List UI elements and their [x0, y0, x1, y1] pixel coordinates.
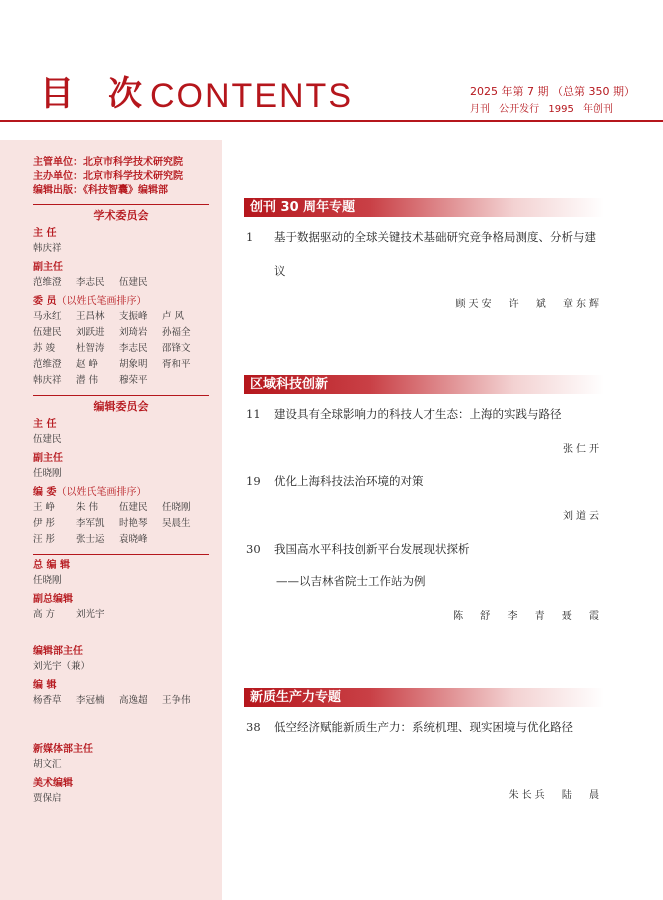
editorial-members-row	[33, 500, 209, 516]
editorial-committee-title: 编辑委员会	[33, 395, 209, 414]
academic-committee-title: 学术委员会	[33, 204, 209, 223]
members-label-text: 委 员	[33, 296, 57, 307]
page-title-english: CONTENTS	[150, 77, 353, 115]
person-name: 伍建民	[119, 502, 148, 513]
person-name: 王 峥	[33, 502, 56, 513]
publication-info: 月刊 公开发行 1995 年创刊	[470, 104, 613, 115]
masthead-sidebar	[0, 140, 222, 900]
page-number: 1	[246, 230, 254, 244]
editors-label: 编 辑	[33, 680, 57, 691]
article-authors: 朱长兵 陆 晨	[508, 790, 602, 801]
publisher-unit: 编辑出版：《科技智囊》编辑部	[33, 185, 168, 196]
person-name: 孙福全	[162, 327, 191, 338]
academic-members-label	[33, 295, 209, 309]
person-name: 刘琦岩	[119, 327, 148, 338]
section-title: 区域科技创新	[250, 377, 329, 392]
editorial-director-label: 主 任	[33, 419, 57, 430]
person-name: 高 方	[33, 609, 56, 620]
article-title: 我国高水平科技创新平台发展现状探析	[274, 542, 470, 556]
art-editor-names	[33, 791, 209, 807]
academic-members-row	[33, 325, 209, 341]
person-name: 刘跃进	[76, 327, 105, 338]
page-title-chinese: 目次	[40, 74, 176, 114]
editorial-members-label	[33, 486, 209, 500]
page-number: 30	[246, 542, 261, 556]
chief-editor-label: 总 编 辑	[33, 560, 70, 571]
person-name: 伍建民	[33, 327, 62, 338]
members-sort-note: （以姓氏笔画排序）	[56, 487, 147, 498]
deputy-chief-label: 副总编辑	[33, 594, 73, 605]
article-title: 建设具有全球影响力的科技人才生态：上海的实践与路径	[274, 407, 562, 421]
newmedia-director-names	[33, 757, 209, 773]
members-label-text: 编 委	[33, 487, 57, 498]
art-editor-label: 美术编辑	[33, 778, 73, 789]
person-name: 刘光宇	[76, 609, 105, 620]
person-name: 杨香草	[33, 695, 62, 706]
sidebar-divider	[33, 554, 209, 555]
academic-members-row	[33, 341, 209, 357]
person-name: 李冠楠	[76, 695, 105, 706]
person-name: 任晓刚	[162, 502, 191, 513]
person-name: 韩庆祥	[33, 243, 62, 254]
person-name: 胡文汇	[33, 759, 62, 770]
person-name: 苏 竣	[33, 343, 56, 354]
editors-names	[33, 693, 209, 709]
section-header-regional	[244, 375, 604, 394]
person-name: 王昌林	[76, 311, 105, 322]
person-name: 李军凯	[76, 518, 105, 529]
academic-director-names	[33, 241, 209, 257]
editorial-deputy-label: 副主任	[33, 453, 63, 464]
editorial-director-names	[33, 432, 209, 448]
person-name: 李志民	[76, 277, 105, 288]
person-name: 韩庆祥	[33, 375, 62, 386]
academic-director-label: 主 任	[33, 228, 57, 239]
article-authors: 顾天安 许 斌 章东辉	[455, 299, 602, 310]
editorial-deputy-names	[33, 466, 209, 482]
person-name: 杜智涛	[76, 343, 105, 354]
article-authors: 陈 舒 李 青 聂 霞	[453, 611, 602, 622]
person-name: 胡象明	[119, 359, 148, 370]
article-title: 低空经济赋能新质生产力：系统机理、现实困境与优化路径	[274, 720, 573, 734]
dept-director-names	[33, 659, 209, 675]
person-name: 汪 彤	[33, 534, 56, 545]
person-name: 卢 风	[162, 311, 185, 322]
person-name: 吴晨生	[162, 518, 191, 529]
academic-deputy-label: 副主任	[33, 262, 63, 273]
person-name: 伍建民	[33, 434, 62, 445]
person-name: 伍建民	[119, 277, 148, 288]
person-name: 任晓刚	[33, 468, 62, 479]
section-header-anniversary	[244, 198, 604, 217]
issue-number: 2025 年第 7 期 （总第 350 期）	[470, 85, 635, 98]
section-title: 新质生产力专题	[250, 690, 342, 705]
person-name: 范维澄	[33, 277, 62, 288]
person-name: 胥和平	[162, 359, 191, 370]
person-name: 李志民	[119, 343, 148, 354]
page-number: 38	[246, 720, 261, 734]
article-subtitle: ——以吉林省院士工作站为例	[276, 574, 426, 588]
editorial-members-row	[33, 532, 209, 548]
person-name: 赵 峥	[76, 359, 99, 370]
person-name: 伊 彤	[33, 518, 56, 529]
page-number: 19	[246, 474, 261, 488]
supervisor-unit: 主管单位：北京市科学技术研究院	[33, 157, 183, 168]
article-title: 基于数据驱动的全球关键技术基础研究竞争格局测度、分析与建议	[274, 230, 596, 278]
person-name: 潜 伟	[76, 375, 99, 386]
page-number: 11	[246, 407, 261, 421]
chief-editor-names	[33, 573, 209, 589]
deputy-chief-names	[33, 607, 209, 623]
members-sort-note: （以姓氏笔画排序）	[56, 296, 147, 307]
person-name: 范维澄	[33, 359, 62, 370]
page-header	[0, 0, 663, 124]
dept-director-label: 编辑部主任	[33, 646, 83, 657]
article-authors: 刘道云	[563, 511, 602, 522]
academic-members-row	[33, 357, 209, 373]
person-name: 时艳琴	[119, 518, 148, 529]
academic-members-row	[33, 309, 209, 325]
person-name: 贾保启	[33, 793, 62, 804]
header-divider	[0, 120, 663, 122]
academic-deputy-names	[33, 275, 209, 291]
person-name: 马永红	[33, 311, 62, 322]
editorial-members-row	[33, 516, 209, 532]
person-name: 任晓刚	[33, 575, 62, 586]
person-name: 张士运	[76, 534, 105, 545]
section-header-productivity	[244, 688, 604, 707]
person-name: 袁晓峰	[119, 534, 148, 545]
section-title: 创刊 30 周年专题	[250, 200, 356, 215]
sponsor-unit: 主办单位：北京市科学技术研究院	[33, 171, 183, 182]
newmedia-director-label: 新媒体部主任	[33, 744, 93, 755]
person-name: 高逸超	[119, 695, 148, 706]
article-title: 优化上海科技法治环境的对策	[274, 474, 424, 488]
person-name: 穆荣平	[119, 375, 148, 386]
academic-members-row	[33, 373, 209, 389]
person-name: 支振峰	[119, 311, 148, 322]
person-name: 刘光宇（兼）	[33, 661, 91, 672]
person-name: 朱 伟	[76, 502, 99, 513]
person-name: 邵锋文	[162, 343, 191, 354]
article-authors: 张仁开	[563, 444, 602, 455]
person-name: 王争伟	[162, 695, 191, 706]
